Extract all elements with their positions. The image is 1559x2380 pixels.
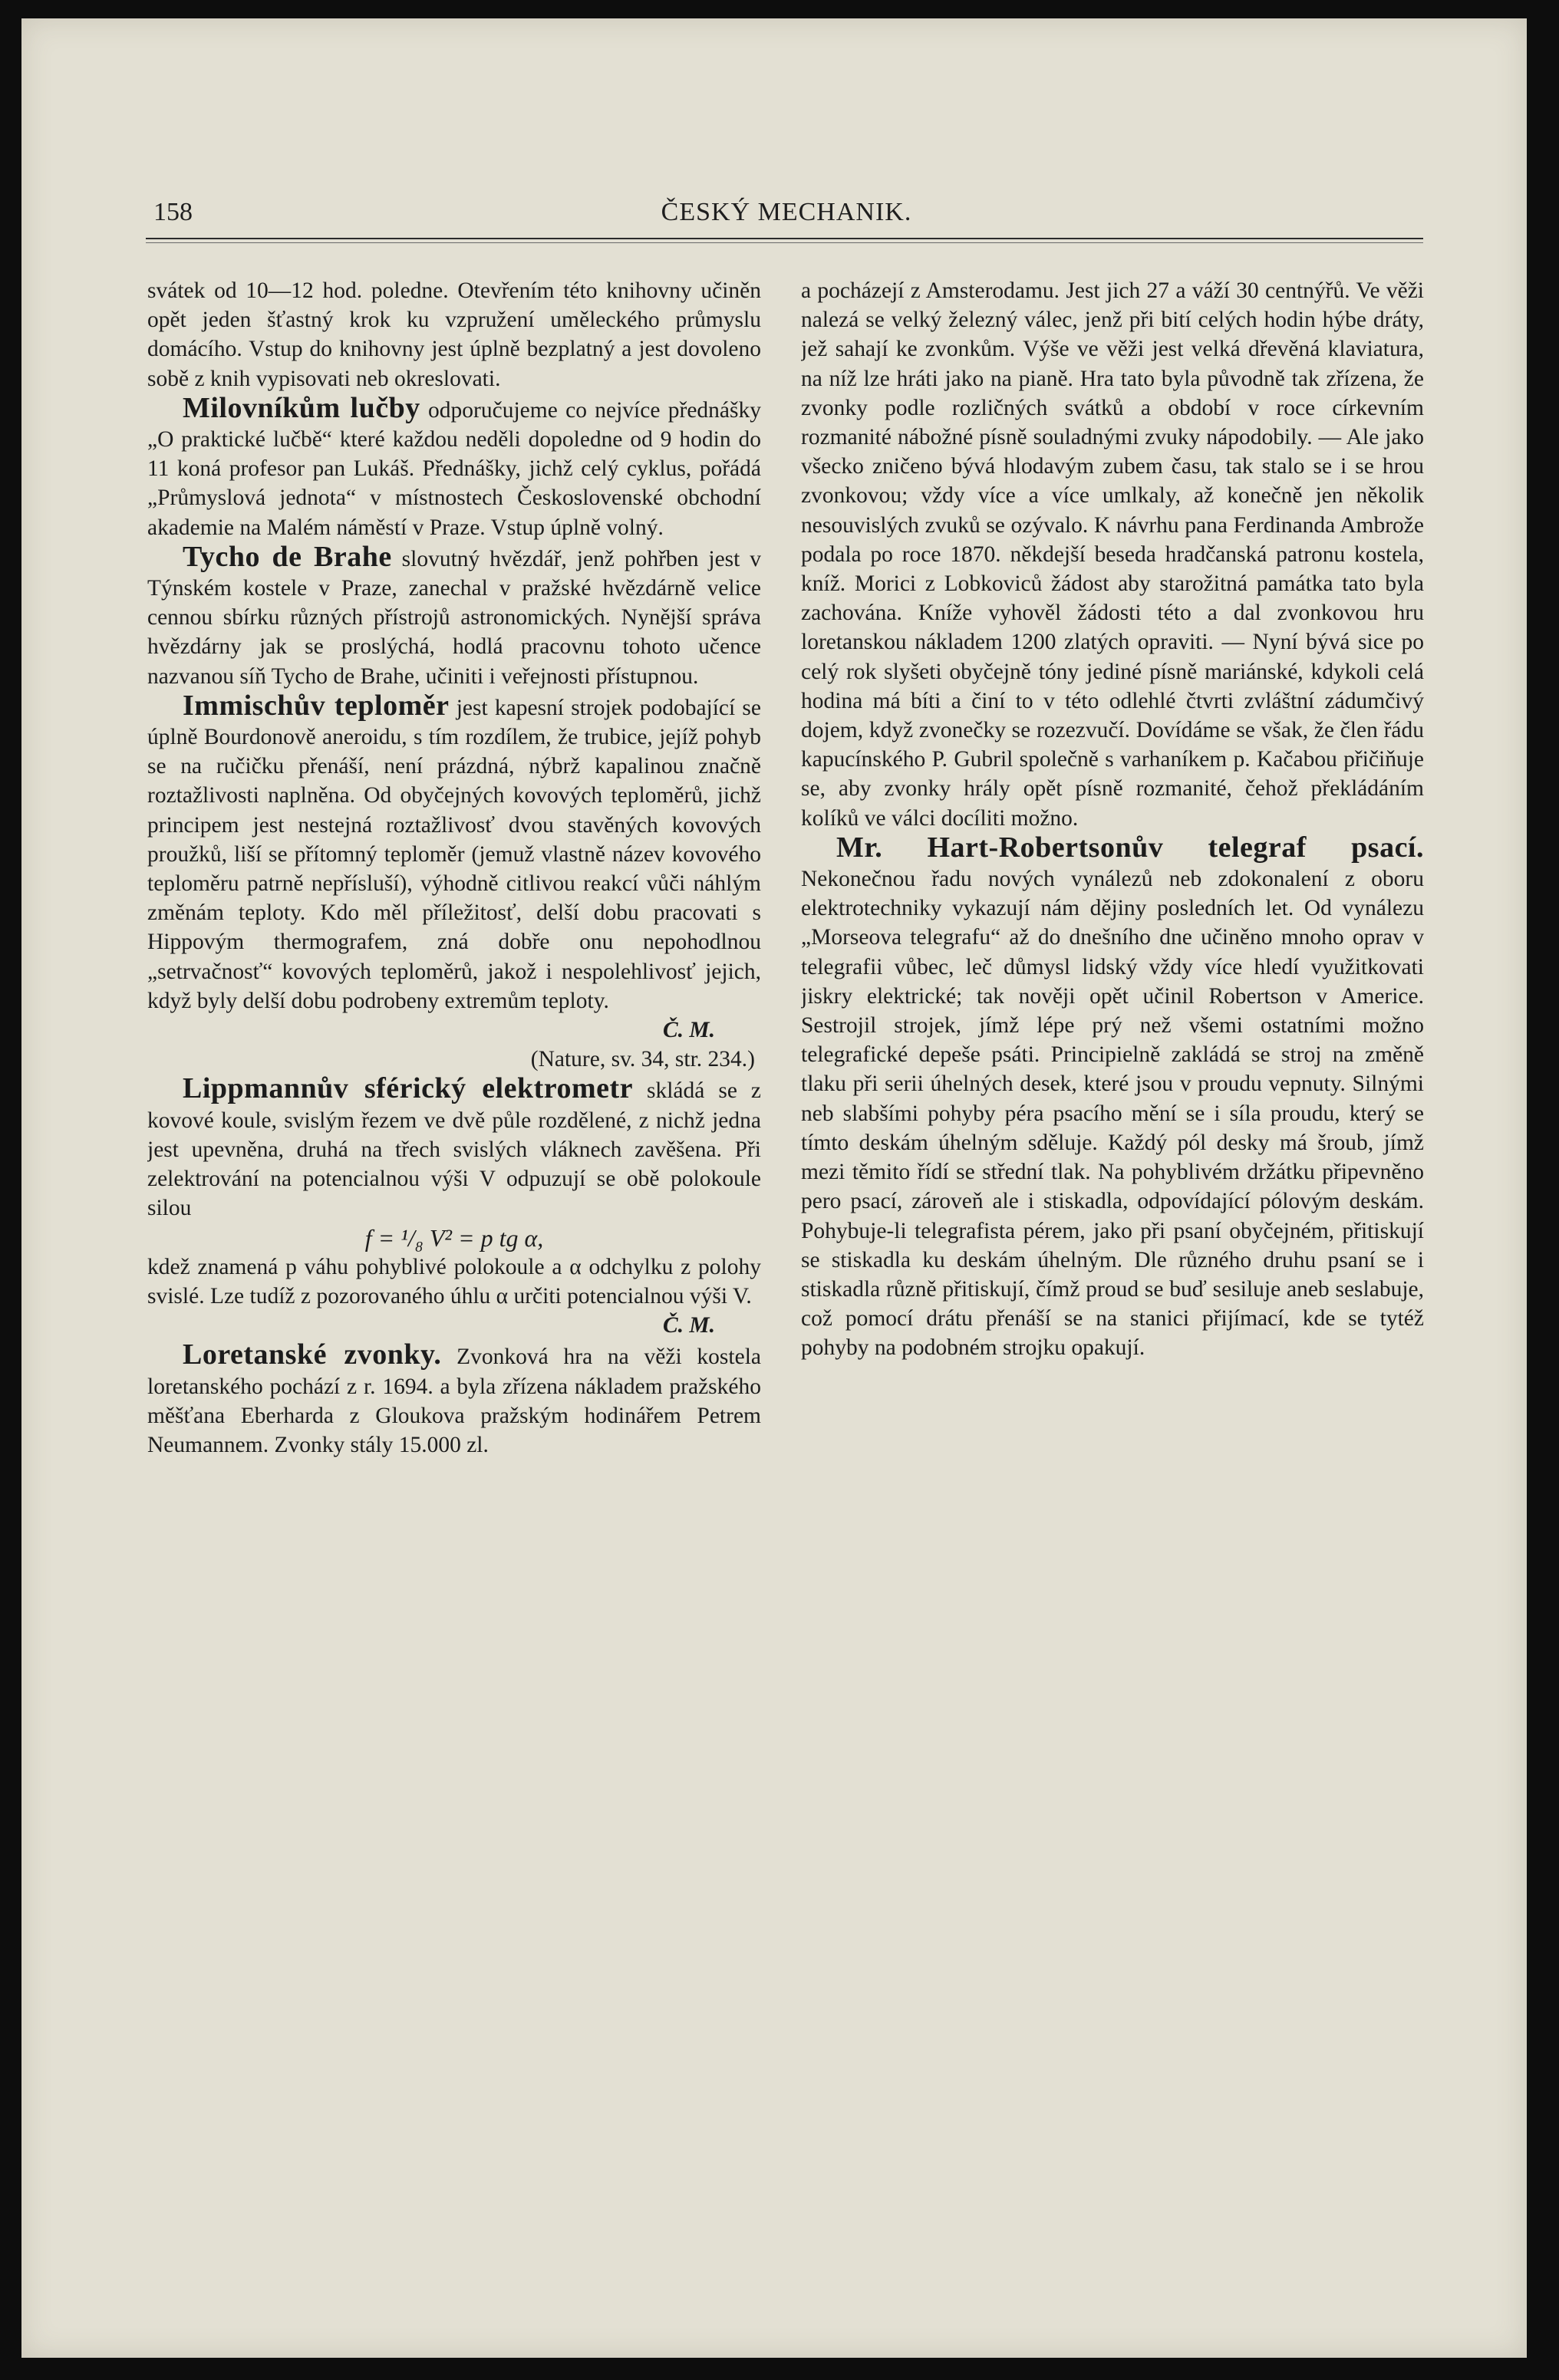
article-heading: Lippmannův sférický elektrometr — [183, 1072, 633, 1105]
article-heading: Loretanské zvonky. — [183, 1338, 442, 1371]
article-body: Nekonečnou řadu nových vynálezů neb zdokonalení z oboru elektrotechniky vykazují nám dějiny posledních let. Od vynálezu „Morseova telegrafu“ až do dnešního dne učiněno mnoho oprav v telegrafii vůbec, leč důmysl lidský vždy více hledí využitkovati jiskry elektrické; tak nověji opět učinil Robertson v Americe. Sestrojil strojek, jímž lépe prý než všemi ostatními možno telegrafické depeše psáti. Principielně zakládá se stroj na změně tlaku při serii úhelných desek, které jsou v proudu vepnuty. Silnými neb slabšími pohyby péra psacího mění se i síla proudu, který se tímto deskám úhelným sděluje. Každý pól desky má šroub, jímž mezi těmito řídí se střední tlak. Na pohyblivém držátku připevněno pero psací, zároveň ale i stiskadla, odpovídající pólovým deskám. Pohybuje-li telegrafista pérem, jako při psaní obyčejném, přitiskují se stiskadla ku deskám úhelným. Dle různého druhu psaní se i stiskadla různě přitiskují, čímž proud se buď sesiluje aneb seslabuje, což pomocí drátu přenáší se na stanici přijímací, kde se tytéž pohyby na podobném strojku opakují. — [801, 867, 1424, 1361]
page-header — [153, 198, 1419, 236]
page-number: 158 — [153, 198, 193, 226]
article-body: skládá se z kovové koule, svislým řezem ve dvě půle rozdělené, z nichž jedna jest upevněna, druhá na třech svislých vláknech zavěšena. Při zelektrování na potencialnou výši V odpuzují se obě polokoule silou — [147, 1078, 761, 1221]
article-loreto-bells — [147, 1340, 761, 1460]
article-body: jest kapesní strojek podobající se úplně Bourdonově aneroidu, s tím rozdílem, že trubice, jejíž pohyb se na ručičku přenáší, není prázdná, nýbrž kapalinou značně roztažlivosti naplněna. Od obyčejných kovových teploměrů, jichž principem jest nestejná roztažlivosť dvou stavěných kovových proužků, liší se přítomný teploměr (jemuž vlastně název kovového teploměru patrně nepřísluší), výhodně citlivou reakcí vůči náhlým změnám teploty. Kdo měl příležitosť, delší dobu pracovati s Hippovým thermografem, zná dobře onu nepohodlnou „setrvačnosť“ kovových teploměrů, jakož i nespolehlivosť jejich, když byly delší dobu podrobeny extremům teploty. — [147, 695, 761, 1013]
article-body: slovutný hvězdář, jenž pohřben jest v Týnském kostele v Praze, zanechal v pražské hvězdárně velice cennou sbírku různých přístrojů astronomických. Nynější správa hvězdárny jak se proslýchá, hodlá pracovnu tohoto učence nazvanou síň Tycho de Brahe, učiniti i veřejnosti přístupnou. — [147, 546, 761, 689]
article-heading: Immischův teploměr — [183, 689, 450, 722]
article-body: odporučujeme co nejvíce přednášky „O praktické lučbě“ které každou neděli dopoledne od 9 hodin do 11 koná profesor pan Lukáš. Přednášky, jichž celý cyklus, pořádá „Průmyslová jednota“ v místnostech Československé obchodní akademie na Malém náměstí v Praze. Vstup úplně volný. — [147, 397, 761, 540]
article-body: Zvonková hra na věži kostela loretanského pochází z r. 1694. a byla zřízena nákladem pražského měšťana Eberharda z Gloukova pražským hodinářem Petrem Neumannem. Zvonky stály 15.000 zl. — [147, 1345, 761, 1457]
paragraph-loreto-bells-continued: a pocházejí z Amsterodamu. Jest jich 27 a váží 30 centnýřů. Ve věži nalezá se velký železný válec, jenž při bití celých hodin hýbe dráty, jež sahají ke zvonkům. Výše ve věži jest velká dřevěná klaviatura, na níž lze hráti jako na pianě. Hra tato byla původně tak zřízena, že zvonky podle rozličných svátků a období v roce církevním rozmanité nábožné písně souladnými zvuky nápodobily. — Ale jako všecko zničeno bývá hlodavým zubem času, tak stalo se i se hrou zvonkovou; vždy více a více umlkaly, až konečně jen několik nesouvislých zvuků se ozývalo. K návrhu pana Ferdinanda Ambrože podala po roce 1870. někdejší beseda hradčanská patronu kostela, kníž. Morici z Lobkoviců žádost aby starožitná památka tato byla zachována. Kníže vyhověl žádosti této a dal zvonkovou hru loretanskou nákladem 1200 zlatých opraviti. — Nyní bývá sice po celý rok slyšeti obyčejně tóny jediné písně mariánské, kdykoli celá hodina má bíti a činí to v této odlehlé čtvrti zvláštní zádumčivý dojem, když zvonečky se rozezvučí. Dovídáme se však, že člen řádu kapucínského P. Gubril společně s varhaníkem p. Kačabou přičiňuje se, aby zvonky hrály opět písně rozmanité, čehož překládáním kolíků ve válci docíliti možno. — [801, 278, 1424, 831]
right-column — [801, 276, 1424, 2132]
article-heading: Tycho de Brahe — [183, 540, 392, 573]
article-body-continued: kdež znamená p váhu pohyblivé polokoule a α odchylku z polohy svislé. Lze tudíž z pozorovaného úhlu α určiti potencialnou výši V. — [147, 1254, 761, 1309]
header-rule-thin — [146, 242, 1423, 243]
article-source: (Nature, sv. 34, str. 234.) — [530, 1047, 755, 1072]
article-signature: Č. M. — [662, 1313, 715, 1338]
formula: f = ¹/₈ V² = p tg α, — [364, 1223, 544, 1252]
article-lippmann-electrometer — [147, 1074, 761, 1223]
left-column — [147, 276, 761, 2132]
article-heading: Milovníkům lučby — [183, 391, 420, 424]
article-heading: Mr. Hart-Robertsonův telegraf psací. — [836, 831, 1424, 864]
header-rule — [146, 238, 1423, 239]
paragraph-library: svátek od 10—12 hod. poledne. Otevřením této knihovny učiněn opět jeden šťastný krok ku vzpružení uměleckého průmyslu domácího. Vstup do knihovny jest úplně bezplatný a jest dovoleno sobě z knih vypisovati neb okreslovati. — [147, 278, 761, 391]
running-title: ČESKÝ MECHANIK. — [661, 198, 912, 226]
article-chemistry-lectures — [147, 393, 761, 542]
article-tycho-de-brahe — [147, 542, 761, 691]
article-immisch-thermometer — [147, 691, 761, 1016]
article-signature: Č. M. — [662, 1018, 715, 1043]
article-hart-robertson-telegraph — [801, 833, 1424, 1363]
